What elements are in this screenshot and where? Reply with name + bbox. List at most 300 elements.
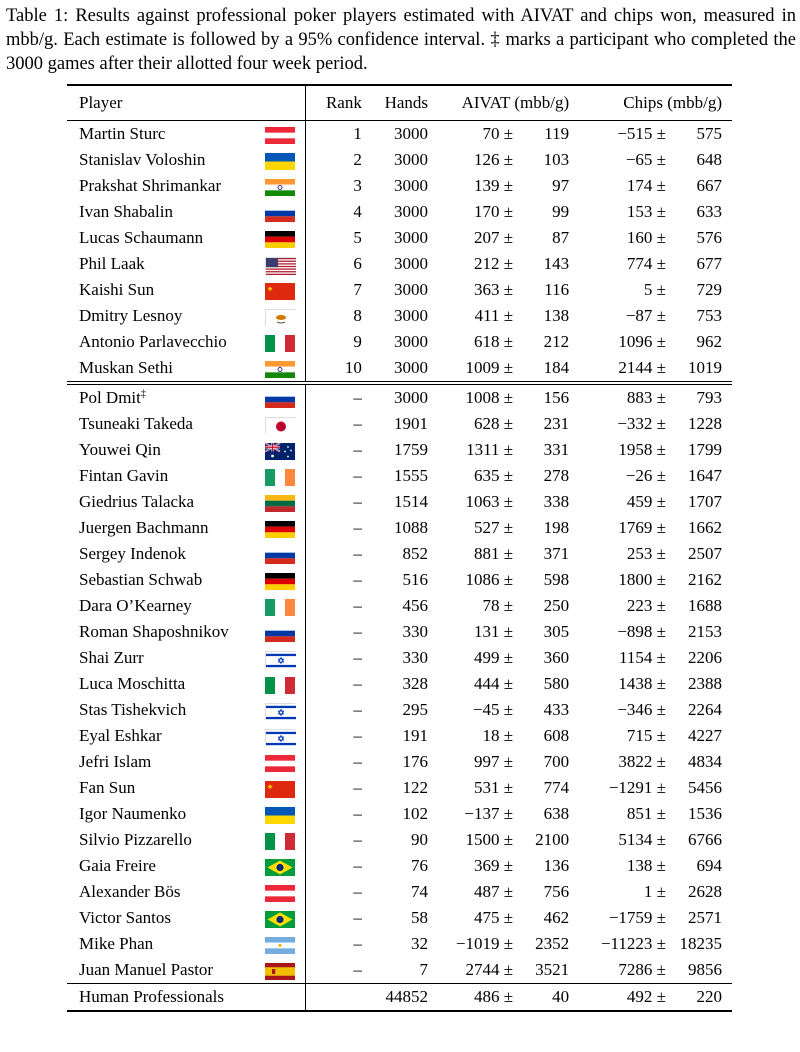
chips-value: −87 [625, 306, 653, 325]
table-row [67, 697, 732, 723]
aivat-cell [432, 437, 575, 463]
pm-symbol: ± [503, 492, 514, 511]
flag-cell [256, 383, 306, 411]
aivat-ci: 305 [543, 622, 570, 641]
brazil-flag-icon [265, 911, 295, 928]
header-aivat: AIVAT (mbb/g) [432, 85, 575, 121]
rank-cell: 2 [353, 150, 362, 169]
chips-value: 1 [643, 882, 653, 901]
flag-cell [256, 329, 306, 355]
flag-cell [256, 541, 306, 567]
aivat-cell [432, 411, 575, 437]
hands-cell: 176 [402, 752, 429, 771]
table-row [67, 905, 732, 931]
pm-symbol: ± [656, 228, 666, 247]
aivat-ci: 99 [552, 202, 570, 221]
player-name [67, 515, 256, 541]
pm-symbol: ± [503, 176, 514, 195]
chips-ci: 667 [696, 176, 722, 195]
table-row [67, 931, 732, 957]
chips-ci: 2153 [688, 622, 722, 641]
player-name [67, 957, 256, 984]
aivat-ci: 184 [543, 358, 570, 377]
aivat-cell [432, 355, 575, 383]
hands-cell: 330 [402, 648, 429, 667]
aivat-value: 207 [474, 228, 500, 247]
table-row [67, 853, 732, 879]
aivat-ci: 156 [543, 388, 570, 407]
chips-ci: 1019 [688, 358, 722, 377]
player-name [67, 827, 256, 853]
player-name-text: Eyal Eshkar [79, 726, 162, 745]
aivat-cell [432, 853, 575, 879]
chips-cell [575, 225, 732, 251]
israel-flag-icon [265, 729, 295, 746]
chips-cell [575, 199, 732, 225]
pm-symbol: ± [503, 440, 514, 459]
aivat-cell [432, 303, 575, 329]
player-name [67, 303, 256, 329]
player-name-text: Mike Phan [79, 934, 154, 953]
hands-cell: 90 [411, 830, 429, 849]
table-row [67, 879, 732, 905]
rank-cell: – [353, 518, 362, 537]
player-name-text: Giedrius Talacka [79, 492, 195, 511]
table-row [67, 957, 732, 984]
aivat-value: −137 [464, 804, 500, 823]
rank-cell: – [353, 960, 362, 979]
header-player: Player [67, 85, 256, 121]
pm-symbol: ± [656, 726, 666, 745]
aivat-value: 18 [482, 726, 500, 745]
hands-cell: 32 [411, 934, 429, 953]
chips-cell [575, 355, 732, 383]
chips-cell [575, 593, 732, 619]
chips-ci: 1536 [688, 804, 722, 823]
chips-ci: 793 [696, 388, 722, 407]
aivat-value: 78 [482, 596, 500, 615]
aivat-value: 1009 [465, 358, 500, 377]
aivat-cell [432, 463, 575, 489]
table-row [67, 121, 732, 148]
table-caption: Table 1: Results against professional poker players estimated with AIVAT and chips won, measured in mbb/g. Each estimate is followed by a 95% confidence interval. ‡ marks a participant who completed the 3000 games after their allotted four week period. [6, 6, 796, 74]
flag-cell [256, 567, 306, 593]
chips-cell [575, 749, 732, 775]
total-rank [306, 984, 370, 1012]
chips-value: −332 [617, 414, 653, 433]
chips-value: 1958 [618, 440, 653, 459]
rank-cell: – [353, 908, 362, 927]
chips-cell [575, 251, 732, 277]
table-row [67, 147, 732, 173]
flag-cell [256, 879, 306, 905]
total-chips [575, 984, 732, 1012]
chips-cell [575, 147, 732, 173]
chips-cell [575, 879, 732, 905]
rank-cell: – [353, 700, 362, 719]
chips-value: 138 [626, 856, 653, 875]
chips-ci: 5456 [688, 778, 722, 797]
aivat-ci: 103 [543, 150, 570, 169]
chips-value: 1154 [619, 648, 653, 667]
aivat-cell [432, 383, 575, 411]
table-row [67, 619, 732, 645]
chips-value: 851 [626, 804, 653, 823]
aivat-value: 475 [474, 908, 500, 927]
player-name-text: Lucas Schaumann [79, 228, 204, 247]
chips-ci: 1799 [688, 440, 722, 459]
rank-cell: 7 [353, 280, 362, 299]
hands-cell: 3000 [394, 306, 429, 325]
aivat-value: −45 [472, 700, 500, 719]
hands-cell: 1759 [394, 440, 429, 459]
flag-cell [256, 827, 306, 853]
hands-cell: 3000 [394, 150, 429, 169]
rank-cell: – [353, 778, 362, 797]
chips-value: 5134 [618, 830, 653, 849]
svg-text:★: ★ [267, 284, 274, 293]
hands-cell: 295 [402, 700, 429, 719]
austria-flag-icon [265, 885, 295, 902]
flag-cell [256, 515, 306, 541]
pm-symbol: ± [503, 674, 514, 693]
chips-cell [575, 329, 732, 355]
ranked-players-group [67, 121, 732, 384]
chips-cell [575, 905, 732, 931]
table-row [67, 489, 732, 515]
rank-cell: 6 [353, 254, 362, 273]
table-row [67, 411, 732, 437]
aivat-cell [432, 749, 575, 775]
hands-cell: 102 [402, 804, 429, 823]
chips-value: −1759 [608, 908, 653, 927]
player-name-text: Pol Dmit [79, 388, 141, 407]
pm-symbol: ± [656, 778, 666, 797]
pm-symbol: ± [656, 987, 666, 1006]
chips-ci: 6766 [688, 830, 722, 849]
flag-cell [256, 121, 306, 148]
player-name-text: Sebastian Schwab [79, 570, 203, 589]
total-chips-value: 492 [626, 987, 653, 1006]
pm-symbol: ± [656, 358, 666, 377]
player-name [67, 593, 256, 619]
hands-cell: 3000 [394, 124, 429, 143]
pm-symbol: ± [503, 228, 514, 247]
player-name-text: Dmitry Lesnoy [79, 306, 183, 325]
pm-symbol: ± [503, 332, 514, 351]
chips-value: 160 [626, 228, 653, 247]
hands-cell: 3000 [370, 383, 432, 411]
player-name-text: Juergen Bachmann [79, 518, 209, 537]
player-name-text: Luca Moschitta [79, 674, 186, 693]
table-row [67, 383, 732, 411]
player-name [67, 329, 256, 355]
pm-symbol: ± [503, 700, 514, 719]
pm-symbol: ± [656, 150, 666, 169]
aivat-ci: 2100 [535, 830, 570, 849]
chips-value: 774 [626, 254, 653, 273]
aivat-cell [432, 277, 575, 303]
header-row [67, 85, 732, 121]
chips-ci: 2628 [688, 882, 722, 901]
player-name [67, 775, 256, 801]
aivat-value: 997 [474, 752, 500, 771]
table-row [67, 541, 732, 567]
aivat-ci: 212 [543, 332, 570, 351]
flag-cell [256, 463, 306, 489]
player-name [67, 619, 256, 645]
aivat-value: 411 [474, 306, 500, 325]
rank-cell: – [353, 492, 362, 511]
chips-value: 459 [626, 492, 653, 511]
rank-cell: – [353, 440, 362, 459]
chips-value: 1800 [618, 570, 653, 589]
chips-value: −26 [625, 466, 653, 485]
table-row [67, 723, 732, 749]
chips-value: 5 [643, 280, 653, 299]
chips-cell [575, 411, 732, 437]
aivat-ci: 138 [543, 306, 570, 325]
aivat-value: 444 [474, 674, 500, 693]
aivat-ci: 580 [543, 674, 570, 693]
player-name [67, 723, 256, 749]
table-row [67, 437, 732, 463]
aivat-value: 881 [474, 544, 500, 563]
rank-cell: – [353, 830, 362, 849]
pm-symbol: ± [656, 388, 666, 407]
player-name [67, 853, 256, 879]
chips-value: 174 [626, 176, 653, 195]
chips-cell [575, 567, 732, 593]
rank-cell: – [353, 622, 362, 641]
aivat-cell [432, 879, 575, 905]
russia-flag-icon [265, 205, 295, 222]
player-name [67, 199, 256, 225]
total-row [67, 984, 732, 1012]
aivat-value: 1500 [465, 830, 500, 849]
flag-cell [256, 723, 306, 749]
pm-symbol: ± [503, 622, 514, 641]
hands-cell: 3000 [394, 202, 429, 221]
pm-symbol: ± [503, 518, 514, 537]
pm-symbol: ± [656, 596, 666, 615]
aivat-ci: 774 [543, 778, 570, 797]
rank-cell: – [353, 674, 362, 693]
player-name-text: Fintan Gavin [79, 466, 169, 485]
player-name-text: Victor Santos [79, 908, 171, 927]
chips-cell [575, 775, 732, 801]
chips-value: 883 [626, 388, 653, 407]
india-flag-icon [265, 361, 295, 378]
flag-cell [256, 251, 306, 277]
pm-symbol: ± [656, 254, 666, 273]
india-flag-icon [265, 179, 295, 196]
chips-ci: 2388 [688, 674, 722, 693]
header-flag [256, 85, 306, 121]
chips-ci: 1707 [688, 492, 722, 511]
pm-symbol: ± [656, 306, 666, 325]
cyprus-flag-icon [265, 309, 295, 326]
chips-value: 2144 [618, 358, 653, 377]
player-name [67, 355, 256, 383]
aivat-value: 628 [474, 414, 500, 433]
chips-ci: 1688 [688, 596, 722, 615]
aivat-ci: 119 [544, 124, 570, 143]
unranked-players-group [67, 383, 732, 984]
player-name [67, 277, 256, 303]
flag-cell [256, 801, 306, 827]
aivat-ci: 97 [552, 176, 570, 195]
chips-value: 1769 [618, 518, 653, 537]
aivat-cell [432, 775, 575, 801]
aivat-ci: 278 [543, 466, 570, 485]
hands-cell: 3000 [394, 332, 429, 351]
flag-cell [256, 173, 306, 199]
chips-value: −65 [625, 150, 653, 169]
russia-flag-icon [265, 625, 295, 642]
chips-ci: 729 [696, 280, 722, 299]
aivat-ci: 136 [543, 856, 570, 875]
aivat-cell [432, 489, 575, 515]
chips-ci: 575 [696, 124, 722, 143]
ukraine-flag-icon [265, 807, 295, 824]
flag-cell [256, 411, 306, 437]
table-row [67, 671, 732, 697]
flag-cell [256, 775, 306, 801]
aivat-value: 170 [474, 202, 500, 221]
table-row [67, 463, 732, 489]
flag-cell [256, 957, 306, 984]
chips-value: −1291 [608, 778, 653, 797]
aivat-ci: 700 [543, 752, 570, 771]
chips-value: −11223 [600, 934, 653, 953]
hands-cell: 3000 [394, 254, 429, 273]
player-name-text: Youwei Qin [79, 440, 161, 459]
aivat-cell [432, 697, 575, 723]
flag-cell [256, 437, 306, 463]
chips-ci: 1228 [688, 414, 722, 433]
chips-value: −346 [617, 700, 653, 719]
pm-symbol: ± [503, 908, 514, 927]
aivat-ci: 598 [543, 570, 570, 589]
chips-ci: 9856 [688, 960, 722, 979]
pm-symbol: ± [503, 306, 514, 325]
austria-flag-icon [265, 127, 295, 144]
pm-symbol: ± [503, 150, 514, 169]
player-name-text: Martin Sturc [79, 124, 166, 143]
table-row [67, 303, 732, 329]
chips-cell [575, 671, 732, 697]
aivat-cell [432, 723, 575, 749]
pm-symbol: ± [503, 987, 514, 1006]
rank-cell: 5 [353, 228, 362, 247]
player-name-text: Igor Naumenko [79, 804, 187, 823]
aivat-cell [432, 225, 575, 251]
pm-symbol: ± [656, 414, 666, 433]
player-name [67, 697, 256, 723]
pm-symbol: ± [656, 544, 666, 563]
table-row [67, 355, 732, 383]
player-name-text: Tsuneaki Takeda [79, 414, 193, 433]
player-name-text: Stanislav Voloshin [79, 150, 206, 169]
aivat-value: 1086 [465, 570, 500, 589]
chips-value: 153 [626, 202, 653, 221]
japan-flag-icon [265, 417, 295, 434]
aivat-cell [432, 567, 575, 593]
pm-symbol: ± [656, 908, 666, 927]
austria-flag-icon [265, 755, 295, 772]
rank-cell: 9 [353, 332, 362, 351]
chips-cell [575, 827, 732, 853]
table-row [67, 515, 732, 541]
table-row [67, 225, 732, 251]
aivat-value: 1008 [465, 388, 500, 407]
chips-ci: 1647 [688, 466, 722, 485]
rank-cell: – [353, 544, 362, 563]
aivat-ci: 433 [543, 700, 570, 719]
aivat-value: 635 [474, 466, 500, 485]
rank-cell: 3 [353, 176, 362, 195]
chips-ci: 2507 [688, 544, 722, 563]
pm-symbol: ± [503, 778, 514, 797]
israel-flag-icon [265, 703, 295, 720]
aivat-cell [432, 645, 575, 671]
hands-cell: 3000 [394, 358, 429, 377]
chips-cell [575, 853, 732, 879]
chips-ci: 2264 [688, 700, 722, 719]
ireland-flag-icon [265, 599, 295, 616]
rank-cell: – [353, 414, 362, 433]
aivat-value: 369 [474, 856, 500, 875]
chips-ci: 753 [696, 306, 722, 325]
chips-ci: 677 [696, 254, 722, 273]
germany-flag-icon [265, 573, 295, 590]
flag-cell [256, 671, 306, 697]
china-flag-icon [265, 283, 295, 300]
flag-cell [256, 697, 306, 723]
chips-cell [575, 541, 732, 567]
player-name [67, 931, 256, 957]
player-name [67, 541, 256, 567]
total-aivat [432, 984, 575, 1012]
player-name [67, 173, 256, 199]
aivat-ci: 360 [543, 648, 570, 667]
player-name-text: Kaishi Sun [79, 280, 155, 299]
italy-flag-icon [265, 677, 295, 694]
player-name [67, 147, 256, 173]
player-name-text: Antonio Parlavecchio [79, 332, 227, 351]
hands-cell: 516 [402, 570, 429, 589]
table-row [67, 645, 732, 671]
total-group [67, 984, 732, 1012]
pm-symbol: ± [656, 830, 666, 849]
chips-ci: 962 [696, 332, 722, 351]
ukraine-flag-icon [265, 153, 295, 170]
chips-cell [575, 437, 732, 463]
italy-flag-icon [265, 335, 295, 352]
chips-cell [575, 121, 732, 148]
rank-cell: – [353, 596, 362, 615]
aivat-value: 212 [474, 254, 500, 273]
aivat-ci: 331 [543, 440, 570, 459]
chips-ci: 4227 [688, 726, 722, 745]
pm-symbol: ± [503, 882, 514, 901]
rank-cell: 10 [344, 358, 362, 377]
hands-cell: 456 [402, 596, 429, 615]
aivat-value: 139 [474, 176, 500, 195]
pm-symbol: ± [656, 934, 666, 953]
pm-symbol: ± [503, 124, 514, 143]
